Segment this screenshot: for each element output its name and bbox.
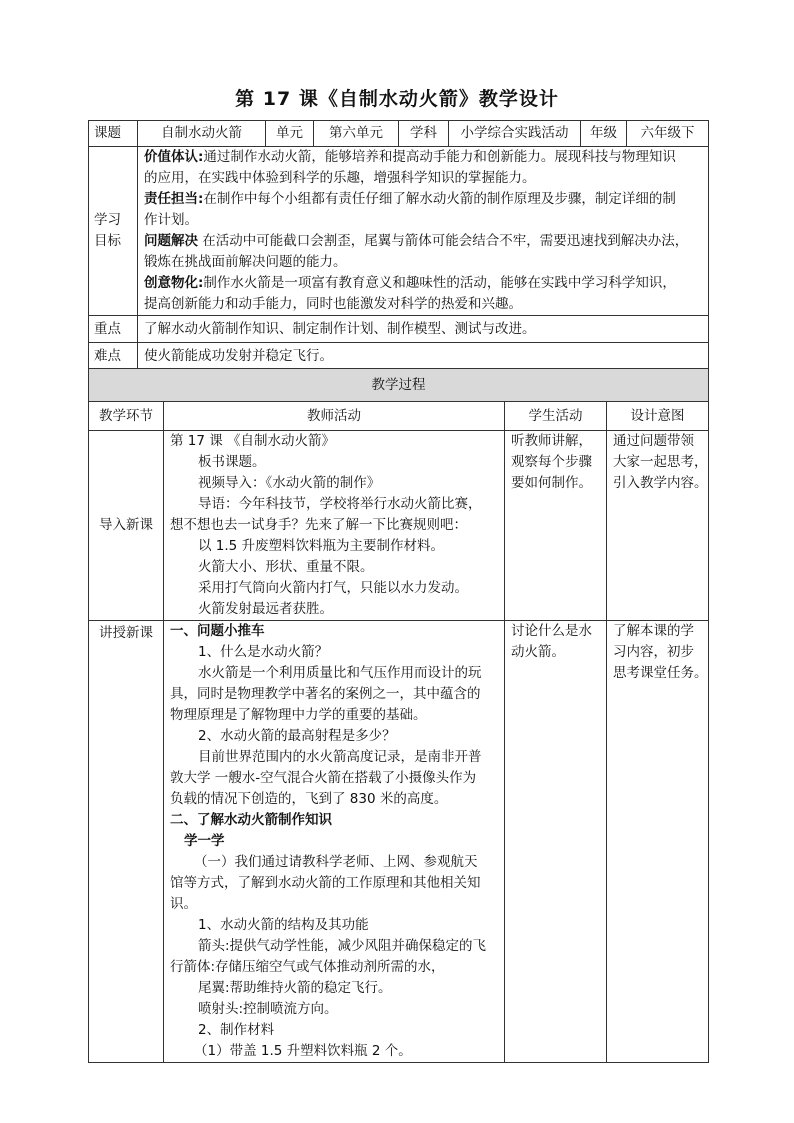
goal-label: 价值体认: — [144, 149, 204, 165]
student-activity-lecture — [505, 621, 607, 1063]
goal-text-cont: 提高创新能力和动手能力，同时也能激发对科学的热爱和兴趣。 — [144, 296, 522, 312]
text-line: 行箭体:存储压缩空气或气体推动剂所需的水， — [170, 959, 445, 975]
difficulty-label: 难点 — [89, 343, 138, 370]
text-line: 物理原理是了解物理中力学的重要的基础。 — [170, 707, 427, 723]
difficulty-text: 使火箭能成功发射并稳定飞行。 — [138, 343, 709, 370]
grade-label: 年级 — [581, 121, 627, 147]
stage-lecture: 讲授新课 — [89, 621, 164, 1063]
heading-text: 二、了解水动火箭制作知识 — [170, 812, 332, 828]
subject-value: 小学综合实践活动 — [449, 121, 581, 147]
process-header: 教学过程 — [89, 369, 709, 402]
goal-text-cont: 作计划。 — [144, 212, 198, 228]
topic-label: 课题 — [89, 121, 138, 147]
text-line: 听教师讲解， — [511, 433, 592, 449]
goals-content — [138, 147, 709, 316]
goal-text-cont: 锻炼在挑战面前解决问题的能力。 — [144, 254, 347, 270]
text-line: 引入教学内容。 — [613, 475, 708, 491]
text-line: 动火箭。 — [511, 644, 565, 660]
text-line: 负载的情况下创造的，飞到了 830 米的高度。 — [170, 791, 448, 807]
text-line: 馆等方式，了解到水动火箭的工作原理和其他相关知 — [170, 875, 481, 891]
stage-intro: 导入新课 — [89, 431, 164, 621]
goals-label-line-1: 学习 — [94, 212, 121, 228]
text-line: 以 1.5 升废塑料饮料瓶为主要制作材料。 — [198, 538, 445, 554]
text-line: 敦大学 一艘水-空气混合火箭在搭载了小摄像头作为 — [170, 770, 477, 786]
design-intent-intro — [607, 431, 709, 621]
text-line: 观察每个步骤 — [511, 454, 592, 470]
teacher-activity-lecture — [164, 621, 505, 1063]
goal-text: 通过制作水动火箭，能够培养和提高动手能力和创新能力。展现科技与物理知识 — [203, 149, 676, 165]
section-heading — [170, 810, 500, 831]
text-line: 大家一起思考， — [613, 454, 708, 470]
goals-label — [89, 147, 138, 316]
text-line: 了解本课的学 — [613, 623, 694, 639]
grade-value: 六年级下 — [627, 121, 709, 147]
teaching-process-table — [88, 368, 709, 1063]
text-line: 第 17 课 《自制水动火箭》 — [170, 433, 336, 449]
section-heading — [170, 621, 500, 642]
page-title: 第 17 课《自制水动火箭》教学设计 — [235, 88, 559, 110]
goal-item — [144, 273, 704, 294]
heading-text: 一、问题小推车 — [170, 623, 265, 639]
text-line: 尾翼:帮助维持火箭的稳定飞行。 — [198, 980, 392, 996]
text-line: 2、水动火箭的最高射程是多少？ — [198, 728, 396, 744]
lesson-info-table — [88, 120, 709, 370]
unit-label: 单元 — [266, 121, 314, 147]
goal-text: 在活动中可能截口会割歪，尾翼与箭体可能会结合不牢，需要迅速找到解决办法， — [202, 233, 689, 249]
teacher-activity-intro — [164, 431, 505, 621]
goals-label-line-2: 目标 — [94, 233, 121, 249]
unit-value: 第六单元 — [314, 121, 399, 147]
text-line: 要如何制作。 — [511, 475, 592, 491]
text-line: 火箭发射最远者获胜。 — [198, 601, 333, 617]
text-line: 具，同时是物理教学中著名的案例之一，其中蕴含的 — [170, 686, 481, 702]
goal-text-cont: 的应用，在实践中体验到科学的乐趣，增强科学知识的掌握能力。 — [144, 170, 536, 186]
text-line: 目前世界范围内的水火箭高度记录，是南非开普 — [198, 749, 482, 765]
text-line: 识。 — [170, 896, 197, 912]
goal-item — [144, 231, 704, 252]
text-line: 通过问题带领 — [613, 433, 694, 449]
text-line: 板书课题。 — [198, 454, 266, 470]
text-line: 习内容，初步 — [613, 644, 694, 660]
col-intent-header: 设计意图 — [607, 402, 709, 431]
goal-text: 制作水火箭是一项富有教育意义和趣味性的活动，能够在实践中学习科学知识， — [203, 275, 676, 291]
design-intent-lecture — [607, 621, 709, 1063]
text-line: 采用打气筒向火箭内打气，只能以水力发动。 — [198, 580, 468, 596]
col-teacher-header: 教师活动 — [164, 402, 505, 431]
text-line: （1）带盖 1.5 升塑料饮料瓶 2 个。 — [194, 1043, 412, 1059]
student-activity-intro — [505, 431, 607, 621]
goal-item — [144, 189, 704, 210]
section-subheading — [170, 831, 500, 852]
subject-label: 学科 — [399, 121, 449, 147]
key-label: 重点 — [89, 316, 138, 343]
text-line: 2、制作材料 — [198, 1022, 275, 1038]
goal-label: 责任担当: — [144, 191, 204, 207]
topic-value: 自制水动火箭 — [138, 121, 266, 147]
goal-text: 在制作中每个小组都有责任仔细了解水动火箭的制作原理及步骤，制定详细的制 — [203, 191, 676, 207]
text-line: 思考课堂任务。 — [613, 665, 708, 681]
col-student-header: 学生活动 — [505, 402, 607, 431]
text-line: （一）我们通过请教科学老师、上网、参观航天 — [194, 854, 478, 870]
key-text: 了解水动火箭制作知识、制定制作计划、制作模型、测试与改进。 — [138, 316, 709, 343]
text-line: 喷射头:控制喷流方向。 — [198, 1001, 338, 1017]
goal-item — [144, 147, 704, 168]
text-line: 水火箭是一个利用质量比和气压作用而设计的玩 — [198, 665, 482, 681]
text-line: 火箭大小、形状、重量不限。 — [198, 559, 374, 575]
goal-label: 创意物化: — [144, 275, 204, 291]
text-line: 1、水动火箭的结构及其功能 — [198, 917, 369, 933]
subheading-text: 学一学 — [184, 833, 225, 849]
text-line: 讨论什么是水 — [511, 623, 592, 639]
text-line: 导语：今年科技节，学校将举行水动火箭比赛， — [198, 496, 482, 512]
col-stage-header: 教学环节 — [89, 402, 164, 431]
goal-label: 问题解决 — [144, 233, 198, 249]
text-line: 1、什么是水动火箭？ — [198, 644, 329, 660]
text-line: 箭头:提供气动学性能，减少风阻并确保稳定的飞 — [198, 938, 487, 954]
text-line: 视频导入：《水动火箭的制作》 — [198, 475, 381, 491]
text-line: 想不想也去一试身手？先来了解一下比赛规则吧： — [170, 517, 467, 533]
